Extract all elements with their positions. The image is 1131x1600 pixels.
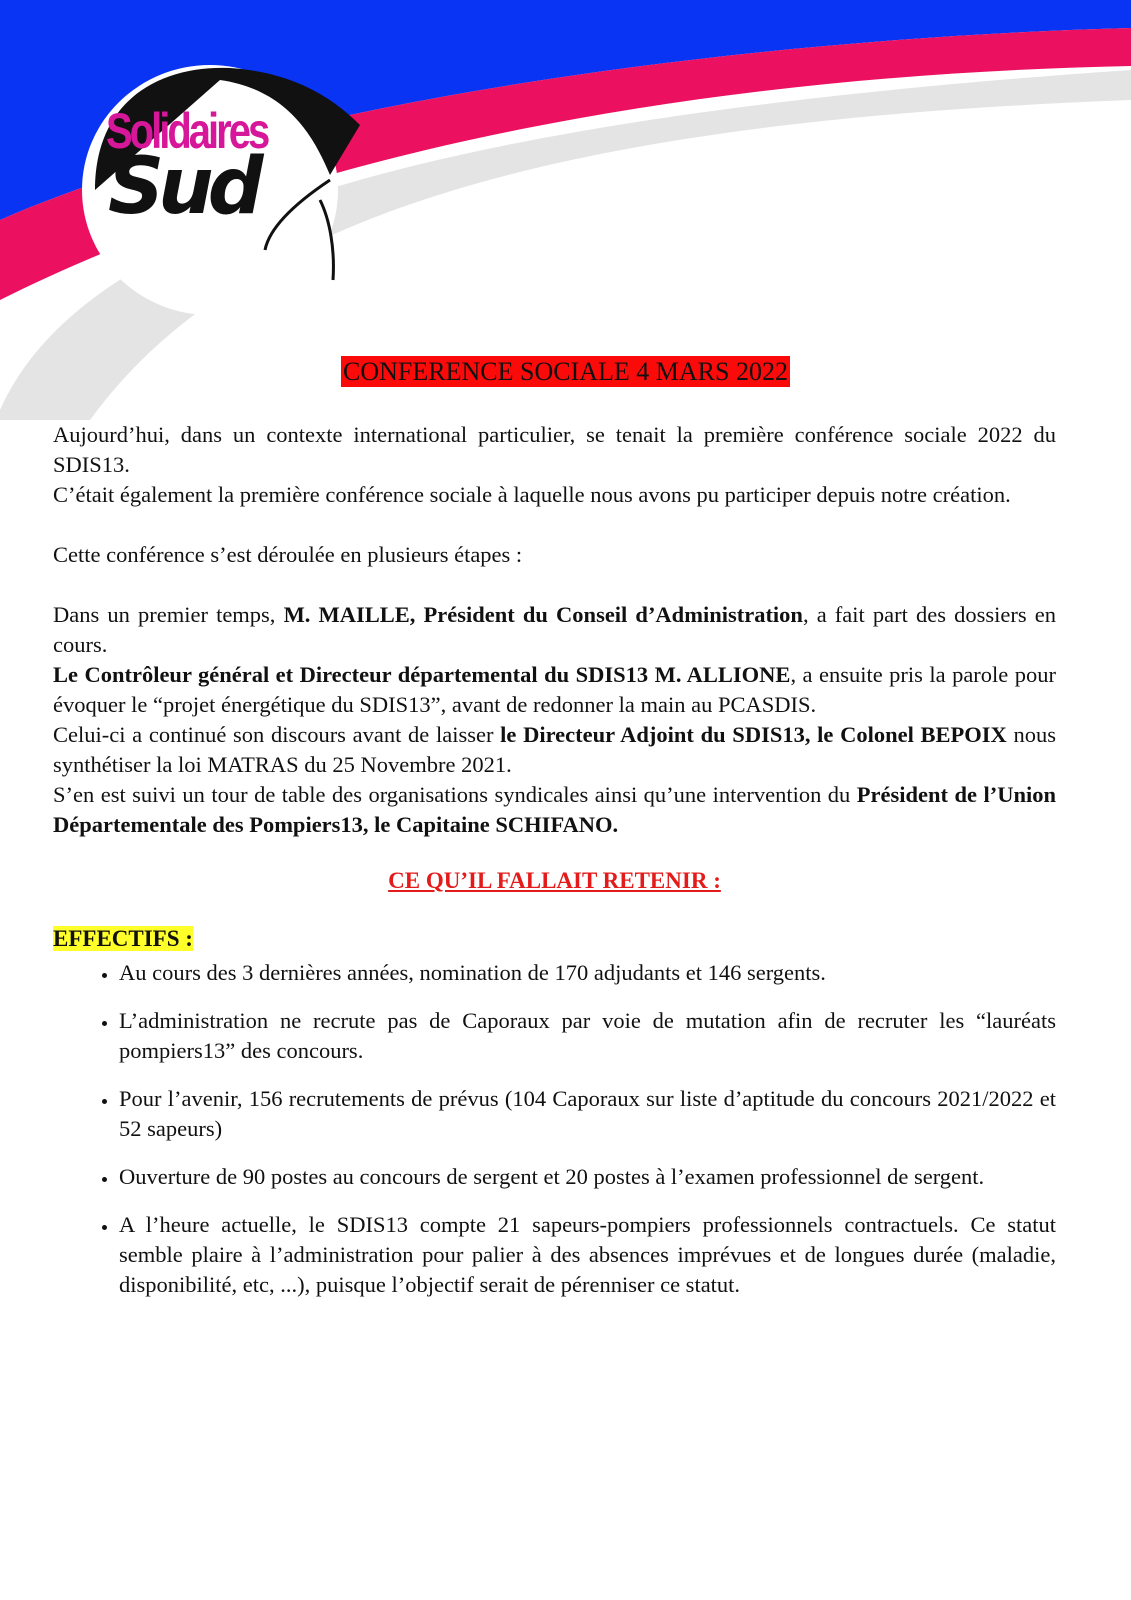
effectifs-list — [53, 958, 1056, 1300]
list-item: • Ouverture de 90 postes au concours de sergent et 20 postes à l’examen professionnel de sergent. — [119, 1162, 1056, 1192]
header-banner — [0, 0, 1131, 420]
logo-solidaires: Solidaires — [106, 104, 268, 159]
list-item: • L’administration ne recrute pas de Caporaux par voie de mutation afin de recruter les “lauréats pompiers13” des concours. — [119, 1006, 1056, 1066]
intro-paragraph-1: Aujourd’hui, dans un contexte international particulier, se tenait la première conférence sociale 2022 du SDIS13. — [53, 422, 1056, 477]
document-body — [53, 420, 1056, 1318]
step-1: Dans un premier temps, M. MAILLE, Président du Conseil d’Administration, a fait part des dossiers en cours. — [53, 602, 1056, 657]
list-item: • A l’heure actuelle, le SDIS13 compte 21 sapeurs-pompiers professionnels contractuels. Ce statut semble plaire à l’administration pour palier à des absences imprévues et de longues durée (maladie, disponibilité, etc, ...), puisque l’objectif serait de pérenniser ce statut. — [119, 1210, 1056, 1300]
list-item: • Au cours des 3 dernières années, nomination de 170 adjudants et 146 sergents. — [119, 958, 1056, 988]
intro-paragraph-2: C’était également la première conférence sociale à laquelle nous avons pu participer depuis notre création. — [53, 482, 1011, 507]
page-title: CONFERENCE SOCIALE 4 MARS 2022 — [343, 357, 788, 386]
list-item: • Pour l’avenir, 156 recrutements de prévus (104 Caporaux sur liste d’aptitude du concours 2021/2022 et 52 sapeurs) — [119, 1084, 1056, 1144]
subtitle: CE QU’IL FALLAIT RETENIR : — [388, 868, 721, 893]
step-3: Celui-ci a continué son discours avant de laisser le Directeur Adjoint du SDIS13, le Colonel BEPOIX nous synthétiser la loi MATRAS du 25 Novembre 2021. — [53, 722, 1056, 777]
step-4: S’en est suivi un tour de table des organisations syndicales ainsi qu’une intervention du Président de l’Union Départementale des Pompiers13, le Capitaine SCHIFANO. — [53, 782, 1056, 837]
step-2: Le Contrôleur général et Directeur départemental du SDIS13 M. ALLIONE, a ensuite pris la parole pour évoquer le “projet énergétique du SDIS13”, avant de redonner la main au PCASDIS. — [53, 662, 1056, 717]
section-heading: EFFECTIFS : — [53, 926, 193, 951]
steps-intro: Cette conférence s’est déroulée en plusieurs étapes : — [53, 542, 523, 567]
logo-sud: Sud — [108, 142, 258, 232]
